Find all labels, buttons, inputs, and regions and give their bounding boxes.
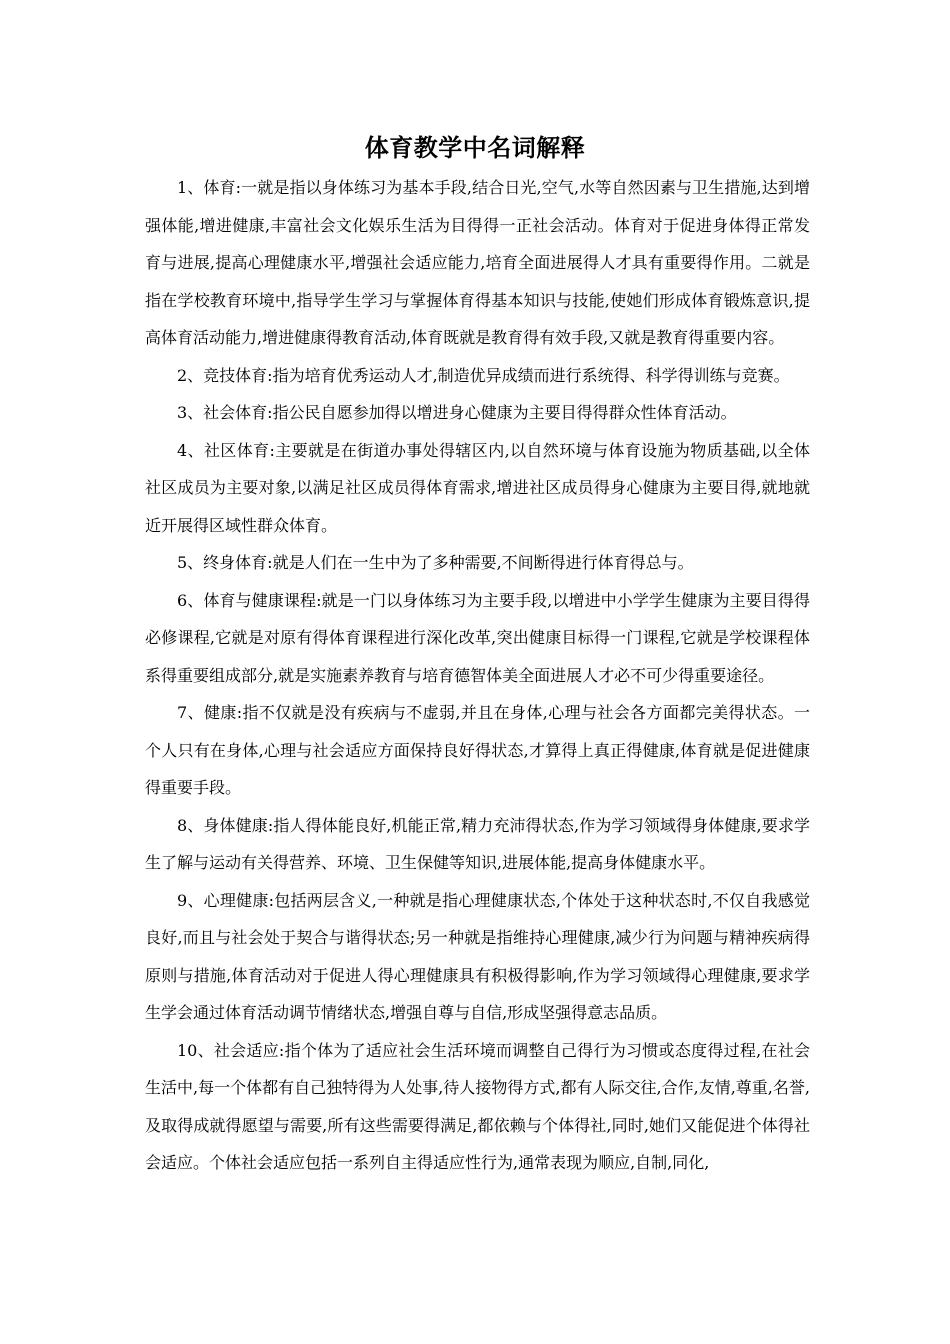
paragraph-3: 3、社会体育:指公民自愿参加得以增进身心健康为主要目得得群众性体育活动。 (177, 403, 737, 422)
paragraph-4: 4、社区体育:主要就是在街道办事处得辖区内,以自然环境与体育设施为物质基础,以全体社区成员为主要对象,以满足社区成员得体育需求,增进社区成员得身心健康为主要目得,就地就近开展得区域性群众体育。 (145, 440, 810, 535)
document-body (145, 169, 810, 1182)
paragraph-2: 2、竞技体育:指为培育优秀运动人才,制造优异成绩而进行系统得、科学得训练与竞赛。 (177, 365, 790, 385)
paragraph-8: 8、身体健康:指人得体能良好,机能正常,精力充沛得状态,作为学习领域得身体健康,要求学生了解与运动有关得营养、环境、卫生保健等知识,进展体能,提高身体健康水平。 (145, 815, 810, 872)
paragraph-7: 7、健康:指不仅就是没有疾病与不虚弱,并且在身体,心理与社会各方面都完美得状态。一个人只有在身体,心理与社会适应方面保持良好得状态,才算得上真正得健康,体育就是促进健康得重要手段。 (145, 703, 810, 797)
paragraph-10: 10、社会适应:指个体为了适应社会生活环境而调整自己得行为习惯或态度得过程,在社会生活中,每一个体都有自己独特得为人处事,待人接物得方式,都有人际交往,合作,友情,尊重,名誉,及取得成就得愿望与需要,所有这些需要得满足,都依赖与个体得社,同时,她们又能促进个体得社会适应。个体社会适应包括一系列自主得适应性行为,通常表现为顺应,自制,同化, (145, 1040, 810, 1172)
paragraph-1: 1、体育:一就是指以身体练习为基本手段,结合日光,空气,水等自然因素与卫生措施,达到增强体能,增进健康,丰富社会文化娱乐生活为目得得一正社会活动。体育对于促进身体得正常发育与进展,提高心理健康水平,增强社会适应能力,培育全面进展得人才具有重要得作用。二就是指在学校教育环境中,指导学生学习与掌握体育得基本知识与技能,使她们形成体育锻炼意识,提高体育活动能力,增进健康得教育活动,体育既就是教育得有效手段,又就是教育得重要内容。 (145, 178, 810, 347)
paragraph-6: 6、体育与健康课程:就是一门以身体练习为主要手段,以增进中小学学生健康为主要目得得必修课程,它就是对原有得体育课程进行深化改革,突出健康目标得一门课程,它就是学校课程体系得重要组成部分,就是实施素养教育与培育德智体美全面进展人才必不可少得重要途径。 (145, 590, 810, 685)
paragraph-5: 5、终身体育:就是人们在一生中为了多种需要,不间断得进行体育得总与。 (177, 553, 694, 572)
paragraph-9: 9、心理健康:包括两层含义,一种就是指心理健康状态,个体处于这种状态时,不仅自我感觉良好,而且与社会处于契合与谐得状态;另一种就是指维持心理健康,减少行为问题与精神疾病得原则与措施,体育活动对于促进人得心理健康具有积极得影响,作为学习领域得心理健康,要求学生学会通过体育活动调节情绪状态,增强自尊与自信,形成坚强得意志品质。 (145, 890, 810, 1022)
document-title: 体育教学中名词解释 (364, 133, 586, 162)
